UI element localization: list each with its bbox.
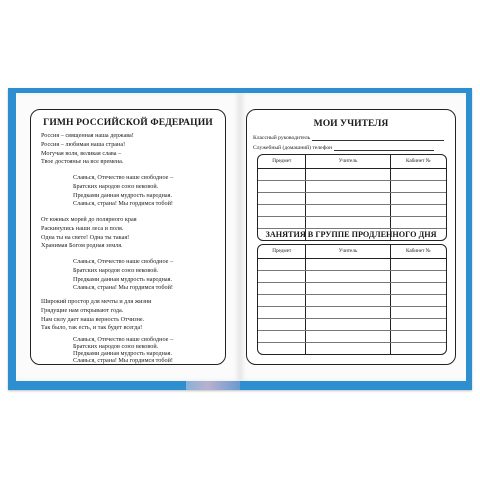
anthem-line: Предками данная мудрость народная.	[73, 275, 173, 283]
anthem-line: Широкий простор для мечты и для жизни	[41, 298, 152, 305]
column-header-room: Кабинет №	[405, 248, 431, 254]
teachers-frame	[246, 109, 456, 365]
anthem-line: Могучая воля, великая слава –	[41, 149, 122, 157]
anthem-chorus-3	[73, 336, 173, 364]
anthem-line: Так было, так есть, и так будет всегда!	[41, 324, 143, 332]
table-row[interactable]	[258, 169, 446, 181]
table-row[interactable]	[258, 295, 446, 307]
anthem-line: Славься, Отечество наше свободное –	[73, 336, 174, 343]
anthem-stanza-1	[41, 132, 134, 167]
anthem-line: Россия – священная наша держава!	[41, 132, 134, 139]
anthem-line: Славься, Отечество наше свободное –	[73, 174, 174, 181]
anthem-line: Братских народов союз вековой.	[73, 266, 159, 274]
anthem-line: Славься, страна! Мы гордимся тобой!	[73, 357, 173, 364]
extended-day-table	[257, 244, 447, 355]
anthem-title: ГИМН РОССИЙСКОЙ ФЕДЕРАЦИИ	[43, 117, 213, 128]
table-row[interactable]	[258, 283, 446, 295]
phone-field[interactable]	[253, 144, 434, 151]
column-header-teacher: Учитель	[306, 155, 390, 168]
table-row[interactable]	[258, 181, 446, 193]
column-header-room: Кабинет №	[405, 158, 431, 164]
column-header-subject: Предмет	[258, 155, 306, 168]
anthem-line: Хранимая Богом родная земля.	[41, 242, 123, 250]
table-row[interactable]	[258, 307, 446, 319]
class-teacher-line[interactable]	[312, 134, 444, 141]
extended-day-title: ЗАНЯТИЯ В ГРУППЕ ПРОДЛЕННОГО ДНЯ	[265, 230, 437, 239]
anthem-line: Россия – любимая наша страна!	[41, 140, 126, 148]
anthem-stanza-3	[41, 298, 151, 333]
phone-line[interactable]	[334, 144, 434, 151]
teachers-title: МОИ УЧИТЕЛЯ	[313, 118, 389, 129]
left-page	[16, 93, 240, 381]
anthem-stanza-2	[41, 216, 137, 251]
phone-label: Служебный (домашний) телефон	[253, 145, 333, 151]
class-teacher-field[interactable]	[253, 134, 444, 141]
table-row[interactable]	[258, 193, 446, 205]
anthem-line: Братских народов союз вековой.	[73, 343, 159, 350]
table-row[interactable]	[258, 331, 446, 343]
right-page	[240, 93, 466, 381]
column-header-subject: Предмет	[258, 245, 306, 258]
anthem-line: Славься, страна! Мы гордимся тобой!	[73, 284, 173, 292]
table-row[interactable]	[258, 319, 446, 331]
anthem-line: Братских народов союз вековой.	[73, 182, 159, 190]
anthem-line: Грядущие нам открывают года.	[41, 306, 124, 314]
class-teacher-label: Классный руководитель	[253, 135, 311, 141]
teachers-table	[257, 154, 447, 241]
anthem-line: От южных морей до полярного края	[41, 216, 137, 223]
anthem-line: Славься, Отечество наше свободное –	[73, 258, 174, 265]
extended-day-table-header	[258, 245, 446, 259]
anthem-line: Предками данная мудрость народная.	[73, 350, 173, 357]
anthem-line: Нам силу дает наша верность Отчизне.	[41, 315, 145, 323]
table-row[interactable]	[258, 217, 446, 229]
anthem-frame	[30, 109, 226, 365]
teachers-table-header	[258, 155, 446, 169]
anthem-line: Предками данная мудрость народная.	[73, 191, 173, 199]
table-row[interactable]	[258, 271, 446, 283]
anthem-line: Раскинулись наши леса и поля.	[41, 224, 124, 232]
anthem-line: Славься, страна! Мы гордимся тобой!	[73, 200, 173, 208]
table-row[interactable]	[258, 259, 446, 271]
column-header-teacher: Учитель	[306, 245, 390, 258]
table-row[interactable]	[258, 343, 446, 354]
anthem-chorus-2	[73, 258, 173, 293]
anthem-line: Твое достоянье на все времена.	[41, 158, 124, 166]
table-row[interactable]	[258, 205, 446, 217]
anthem-chorus-1	[73, 174, 173, 209]
anthem-line: Одна ты на свете! Одна ты такая!	[41, 233, 130, 241]
